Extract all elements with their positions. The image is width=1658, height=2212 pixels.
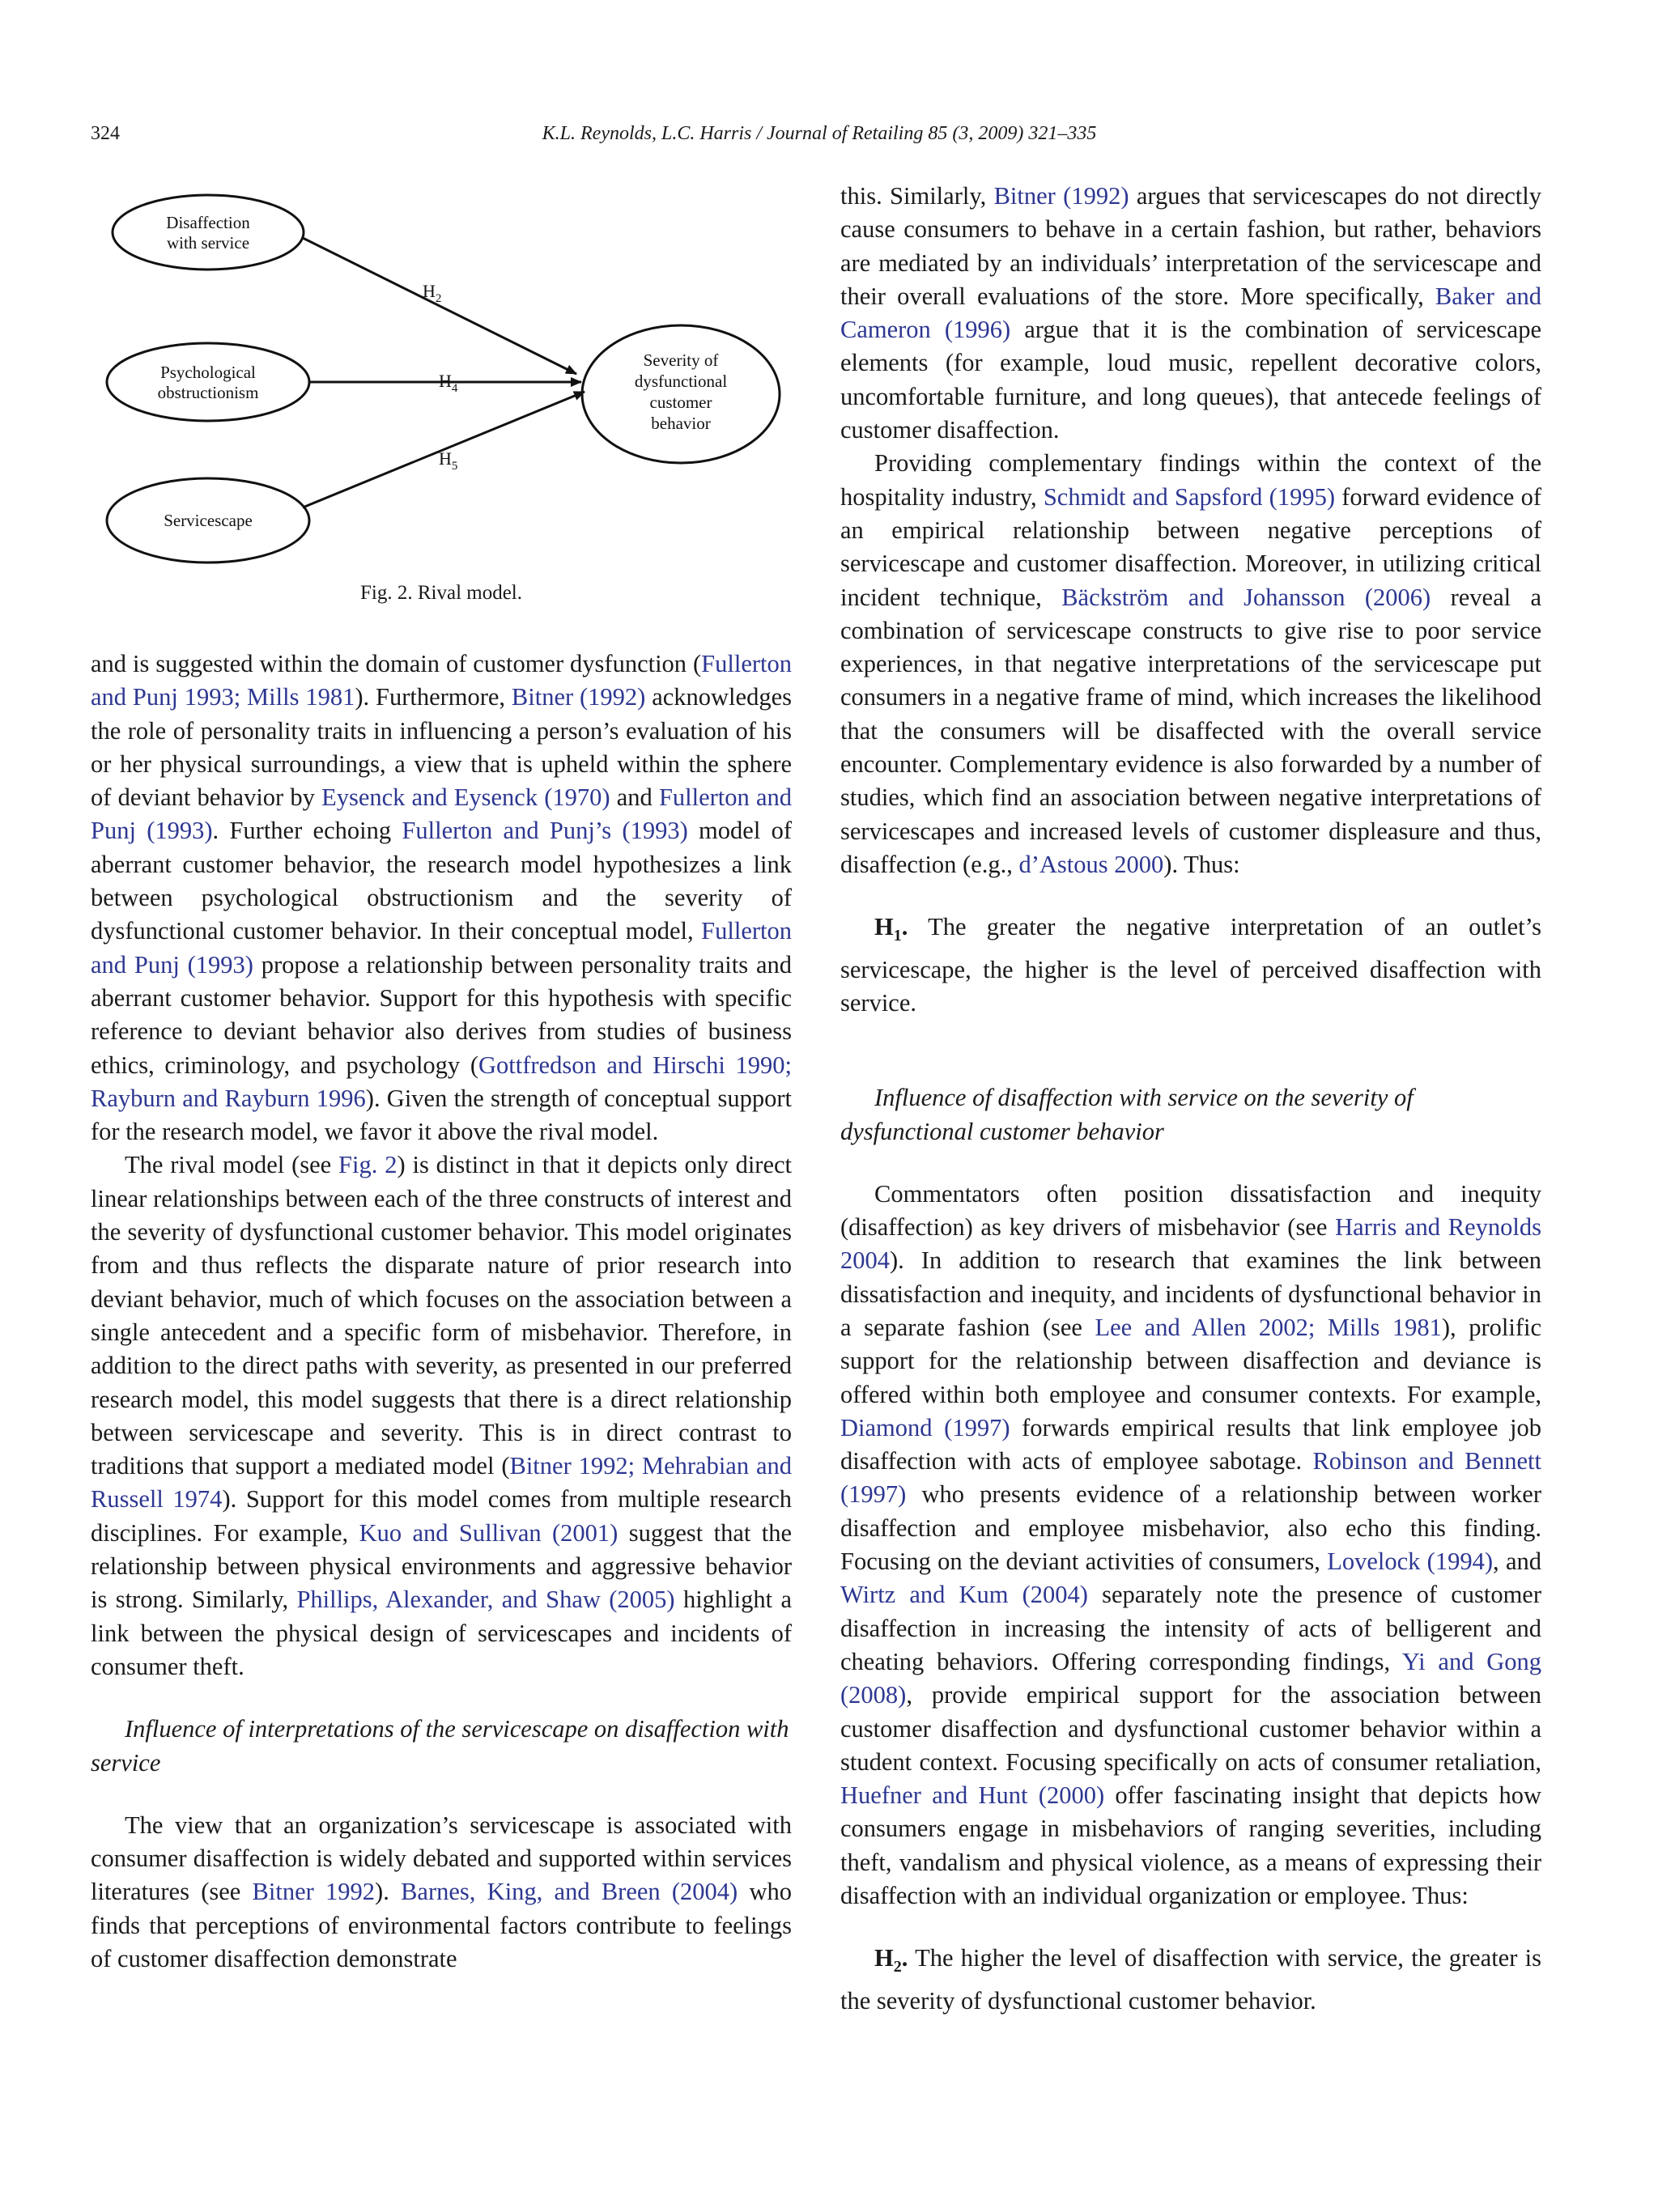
ref-link[interactable]: Kuo and Sullivan (2001) — [359, 1518, 619, 1547]
section-heading: Influence of interpretations of the servicescape on disaffection with service — [91, 1715, 789, 1777]
path-h2-arrow — [303, 238, 576, 374]
left-paragraph-2: The rival model (see Fig. 2) is distinct in that it depicts only direct linear relationships between each of the three constructs of interest and the severity of dysfunctional customer behavior. This model originates from and thus reflects the disparate nature of prior research into deviant behavior, much of which focuses on the association between a single antecedent and a specific form of misbehavior. Therefore, in addition to the direct paths with severity, as presented in our preferred research model, this model suggests that there is a direct relationship between servicescape and severity. This is in direct contrast to traditions that support a mediated model (Bitner 1992; Mehrabian and Russell 1974). Support for this model comes from multiple research disciplines. For example, Kuo and Sullivan (2001) suggest that the relationship between physical environments and aggressive behavior is strong. Similarly, Phillips, Alexander, and Shaw (2005) highlight a link between the physical design of servicescapes and incidents of consumer theft. — [91, 1151, 793, 1680]
hypothesis-h2-label: $H_2$. — [874, 1944, 908, 1976]
node-severity-line2: dysfunctional — [634, 371, 728, 391]
ref-link[interactable]: Bitner (1992) — [511, 683, 646, 711]
page-number: 324 — [91, 123, 120, 144]
section-heading: Influence of disaffection with service on the severity of dysfunctional customer behavior — [840, 1084, 1414, 1145]
node-severity-line4: behavior — [651, 414, 711, 433]
ref-link[interactable]: Bäckström and Johansson (2006) — [1061, 583, 1431, 611]
right-paragraph-2: Providing complementary findings within the context of the hospitality industry, Schmidt and Sapsford (1995) forward evidence of an empirical relationship between negative perceptions of servicescape and customer disaffection. Moreover, in utilizing critical incident technique, Bäckström and Johansson (2006) reveal a combination of servicescape constructs to give rise to poor service experiences, in that negative interpretations of the servicescape put consumers in a negative frame of mind, which increases the likelihood that the consumers will be disaffected with the overall service encounter. Complementary evidence is also forwarded by a number of studies, which find an association between negative interpretations of servicescapes and increased levels of customer displeasure and thus, disaffection (e.g., d’Astous 2000). Thus: — [840, 449, 1542, 878]
right-paragraph-3: Commentators often position dissatisfaction and inequity (disaffection) as key drivers of misbehavior (see Harris and Reynolds 2004). In addition to research that examines the link between dissatisfaction and inequity, and incidents of dysfunctional behavior in a separate fashion (see Lee and Allen 2002; Mills 1981), prolific support for the relationship between disaffection and deviance is offered within both employee and consumer contexts. For example, Diamond (1997) forwards empirical results that link employee job disaffection with acts of employee sabotage. Robinson and Bennett (1997) who presents evidence of a relationship between worker disaffection and employee misbehavior, also echo this finding. Focusing on the deviant activities of consumers, Lovelock (1994), and Wirtz and Kum (2004) separately note the presence of customer disaffection in increasing the intensity of acts of belligerent and cheating behaviors. Offering corresponding findings, Yi and Gong (2008), provide empirical support for the association between customer disaffection and dysfunctional customer behavior within a student context. Focusing specifically on acts of consumer retaliation, Huefner and Hunt (2000) offer fascinating insight that depicts how consumers engage in misbehaviors of ranging severities, including theft, vandalism and physical violence, as a means of expressing their disaffection with an individual organization or employee. Thus: — [840, 1179, 1542, 1910]
path-h5-label: $H_5$ — [439, 448, 458, 473]
ref-link[interactable]: Huefner and Hunt (2000) — [840, 1781, 1105, 1810]
page-header — [91, 123, 1548, 155]
ref-link[interactable]: Fullerton and Punj (1993) — [91, 917, 792, 979]
right-column — [840, 180, 1541, 2018]
ref-link[interactable]: Fullerton and Punj’s (1993) — [402, 817, 688, 845]
figure-caption: Fig. 2. Rival model. — [360, 582, 522, 604]
node-severity-line3: customer — [649, 393, 712, 412]
ref-link[interactable]: Lee and Allen 2002; Mills 1981 — [1095, 1314, 1442, 1341]
rival-model-diagram — [91, 180, 792, 568]
node-psychological-line2: obstructionism — [157, 383, 259, 402]
ref-link[interactable]: Barnes, King, and Breen (2004) — [401, 1878, 738, 1906]
figure-rival-model — [91, 180, 792, 633]
ref-link[interactable]: Bitner 1992; Mehrabian and Russell 1974 — [91, 1452, 792, 1514]
hypothesis-h1: $H_1$. The greater the negative interpretation of an outlet’s servicescape, the higher is the level of perceived disaffection with service. — [840, 913, 1541, 1017]
ref-link[interactable]: Diamond (1997) — [840, 1413, 1010, 1441]
ref-link[interactable]: Bitner (1992) — [993, 182, 1129, 210]
node-disaffection-line1: Disaffection — [166, 213, 250, 232]
left-paragraph-3: The view that an organization’s servicescape is associated with consumer disaffection is widely debated and supported within services literatures (see Bitner 1992). Barnes, King, and Breen (2004) who finds that perceptions of environmental factors contribute to feelings of customer disaffection demonstrate — [91, 1811, 792, 1972]
figure-link[interactable]: Fig. 2 — [338, 1151, 397, 1179]
node-psychological-line1: Psychological — [160, 363, 256, 382]
running-head: K.L. Reynolds, L.C. Harris / Journal of Retailing 85 (3, 2009) 321–335 — [542, 123, 1097, 144]
ref-link[interactable]: Eysenck and Eysenck (1970) — [321, 783, 610, 812]
node-disaffection — [113, 195, 304, 270]
path-h2-label: $H_2$ — [423, 281, 442, 305]
ref-link[interactable]: Phillips, Alexander, and Shaw (2005) — [296, 1586, 675, 1614]
ref-link[interactable]: Baker and Cameron (1996) — [840, 282, 1541, 344]
node-disaffection-line2: with service — [166, 233, 250, 253]
node-severity-line1: Severity of — [643, 350, 719, 370]
ref-link[interactable]: Gottfredson and Hirschi 1990; Rayburn and Rayburn 1996 — [91, 1051, 792, 1112]
node-servicescape-label: Servicescape — [164, 511, 253, 530]
ref-link[interactable]: Fullerton and Punj (1993) — [91, 783, 792, 845]
hypothesis-h2: $H_2$. The higher the level of disaffection with service, the greater is the severity of dysfunctional customer behavior. — [840, 1944, 1541, 2015]
left-column — [91, 180, 792, 1976]
hypothesis-h1-label: $H_1$. — [874, 913, 908, 945]
left-paragraph-1: and is suggested within the domain of customer dysfunction (Fullerton and Punj 1993; Mills 1981). Furthermore, Bitner (1992) acknowledges the role of personality traits in influencing a person’s evaluation of his or her physical surroundings, a view that is upheld within the sphere of deviant behavior by Eysenck and Eysenck (1970) and Fullerton and Punj (1993). Further echoing Fullerton and Punj’s (1993) model of aberrant customer behavior, the research model hypothesizes a link between psychological obstructionism and the severity of dysfunctional customer behavior. In their conceptual model, Fullerton and Punj (1993) propose a relationship between personality traits and aberrant customer behavior. Support for this hypothesis with specific reference to deviant behavior also derives from studies of business ethics, criminology, and psychology (Gottfredson and Hirschi 1990; Rayburn and Rayburn 1996). Given the strength of conceptual support for the research model, we favor it above the rival model. — [91, 650, 792, 1146]
ref-link[interactable]: Wirtz and Kum (2004) — [840, 1581, 1088, 1609]
ref-link[interactable]: Lovelock (1994) — [1327, 1548, 1493, 1576]
ref-link[interactable]: Bitner 1992 — [252, 1878, 376, 1906]
ref-link[interactable]: d’Astous 2000 — [1018, 850, 1164, 878]
ref-link[interactable]: Fullerton and Punj 1993; Mills 1981 — [91, 650, 792, 711]
path-h4-label: $H_4$ — [439, 371, 458, 395]
ref-link[interactable]: Robinson and Bennett (1997) — [840, 1447, 1541, 1509]
node-psychological — [107, 343, 309, 421]
right-paragraph-1: this. Similarly, Bitner (1992) argues that servicescapes do not directly cause consumers to behave in a certain fashion, but rather, behaviors are mediated by an individuals’ interpretation of the servicescape and their overall evaluations of the store. More specifically, Baker and Cameron (1996) argue that it is the combination of servicescape elements (for example, loud music, repellent decorative colors, uncomfortable furniture, and long queues), that antecede feelings of customer disaffection. — [840, 182, 1541, 444]
ref-link[interactable]: Harris and Reynolds 2004 — [840, 1213, 1541, 1275]
ref-link[interactable]: Yi and Gong (2008) — [840, 1647, 1541, 1709]
ref-link[interactable]: Schmidt and Sapsford (1995) — [1043, 482, 1335, 511]
